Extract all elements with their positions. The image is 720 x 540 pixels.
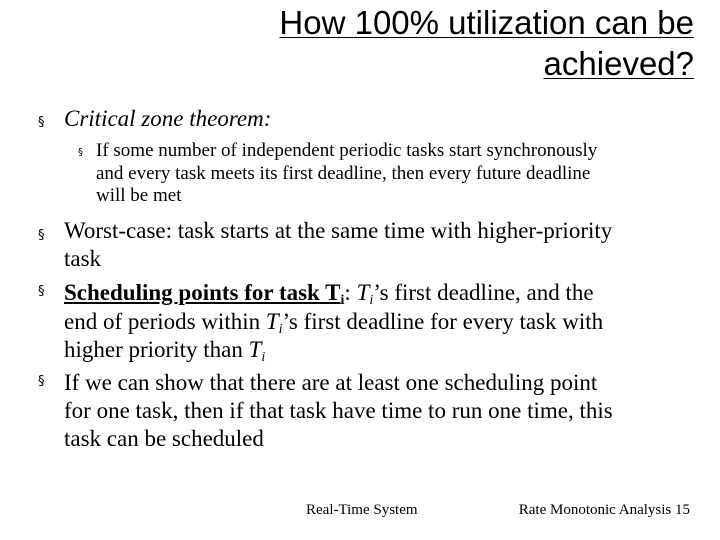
- bullet-worst-case-line-1: Worst-case: task starts at the same time with higher-priority: [64, 218, 613, 243]
- title-line-1: How 100% utilization can be: [279, 4, 694, 41]
- slide-title: [134, 2, 694, 84]
- bullet-scheduling-points-line-3: higher priority than $T_i$: [64, 337, 266, 365]
- bullet-worst-case-line-2: task: [64, 246, 102, 271]
- title-line-2: achieved?: [543, 45, 694, 82]
- bullet-marker-3: §: [38, 284, 45, 299]
- bullet-critical-zone: Critical zone theorem:: [64, 106, 272, 131]
- scheduling-points-subscript: i: [340, 293, 345, 308]
- sub-bullet-line-1: If some number of independent periodic tasks start synchronously: [96, 140, 598, 161]
- bullet-marker-2: §: [38, 228, 45, 243]
- sub-bullet-marker: §: [78, 147, 83, 158]
- bullet-scheduling-points-line-2: end of periods within $T_i’s$ first deadline for every task with: [64, 309, 604, 337]
- bullet-schedulable-line-2: for one task, then if that task have time to run one time, this: [64, 398, 613, 423]
- bullet-marker-1: §: [38, 115, 45, 130]
- sub-bullet-line-2: and every task meets its first deadline, then every future deadline: [96, 163, 591, 184]
- bullet-schedulable-line-3: task can be scheduled: [64, 426, 264, 451]
- footer-course-title: Real-Time System: [306, 502, 418, 518]
- scheduling-points-heading: Scheduling points for task T: [64, 280, 341, 305]
- bullet-schedulable-line-1: If we can show that there are at least one scheduling point: [64, 370, 598, 395]
- footer-slide-number: Rate Monotonic Analysis 15: [518, 502, 690, 518]
- bullet-scheduling-points-line-1: Scheduling points for task $T_i$: $T_i’s$ first deadline, and the: [64, 280, 594, 308]
- bullet-marker-4: §: [38, 374, 45, 389]
- sub-bullet-line-3: will be met: [96, 185, 182, 206]
